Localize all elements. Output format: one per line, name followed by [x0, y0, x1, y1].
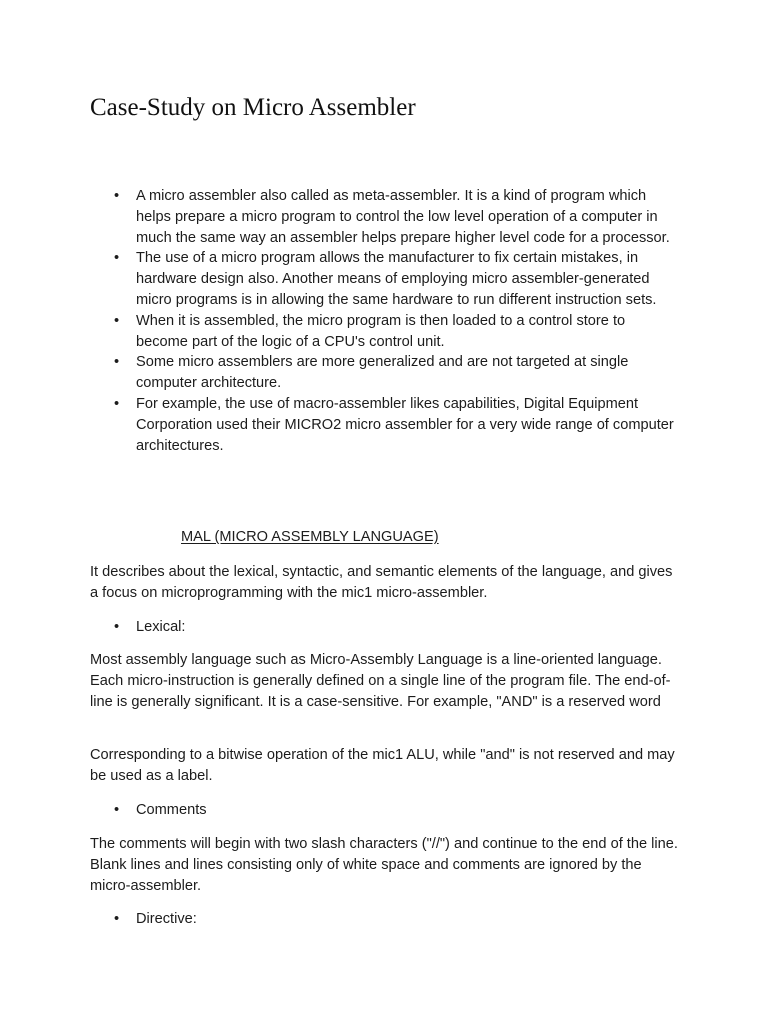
- bullet-icon: •: [114, 354, 120, 371]
- lexical-label: Lexical:: [136, 619, 186, 635]
- bullet-icon: •: [114, 619, 120, 635]
- lexical-bullet: [114, 617, 186, 638]
- bullet-icon: •: [114, 312, 120, 329]
- bullet-icon: •: [114, 250, 120, 267]
- bullet-icon: •: [114, 911, 120, 927]
- lexical-paragraph-continued: Corresponding to a bitwise operation of the mic1 ALU, while "and" is not reserved and may be used as a label.: [90, 747, 675, 784]
- mal-intro-paragraph: It describes about the lexical, syntactic, and semantic elements of the language, and gives a focus on microprogramming with the mic1 micro-assembler.: [90, 564, 673, 601]
- bullet-icon: •: [114, 188, 120, 204]
- intro-bullet-item: [114, 186, 681, 248]
- directive-bullet: [114, 909, 197, 930]
- comments-label: Comments: [136, 802, 207, 818]
- intro-bullet-item: [114, 248, 681, 310]
- intro-bullet-item: [114, 311, 681, 353]
- intro-bullet-text: When it is assembled, the micro program is then loaded to a control store to become part of the logic of a CPU's control unit.: [136, 312, 626, 350]
- intro-bullet-text: A micro assembler also called as meta-assembler. It is a kind of program which helps prepare a micro program to control the low level operation of a computer in much the same way an assembler helps prepare higher level code for a processor.: [136, 188, 670, 246]
- comments-bullet: [114, 800, 207, 821]
- intro-bullet-text: Some micro assemblers are more generalized and are not targeted at single computer architecture.: [136, 354, 629, 392]
- intro-bullet-item: [114, 394, 681, 456]
- intro-bullet-item: [114, 352, 681, 394]
- intro-bullet-text: For example, the use of macro-assembler likes capabilities, Digital Equipment Corporation used their MICRO2 micro assembler for a very wide range of computer architectures.: [136, 395, 674, 454]
- lexical-paragraph: Most assembly language such as Micro-Assembly Language is a line-oriented language. Each micro-instruction is generally defined on a single line of the program file. The end-of-line is generally significant. It is a case-sensitive. For example, "AND" is a reserved word: [90, 652, 671, 710]
- bullet-icon: •: [114, 395, 120, 412]
- document-title: Case-Study on Micro Assembler: [90, 94, 416, 121]
- bullet-icon: •: [114, 802, 120, 818]
- comments-paragraph: The comments will begin with two slash characters ("//") and continue to the end of the line. Blank lines and lines consisting only of white space and comments are ignored by the micro-assembler.: [90, 836, 678, 894]
- intro-bullet-list: [114, 186, 681, 456]
- directive-label: Directive:: [136, 911, 197, 927]
- mal-section-heading: MAL (MICRO ASSEMBLY LANGUAGE): [181, 529, 439, 545]
- intro-bullet-text: The use of a micro program allows the manufacturer to fix certain mistakes, in hardware design also. Another means of employing micro assembler-generated micro programs is in allowing the same hardware to run different instruction sets.: [136, 250, 657, 308]
